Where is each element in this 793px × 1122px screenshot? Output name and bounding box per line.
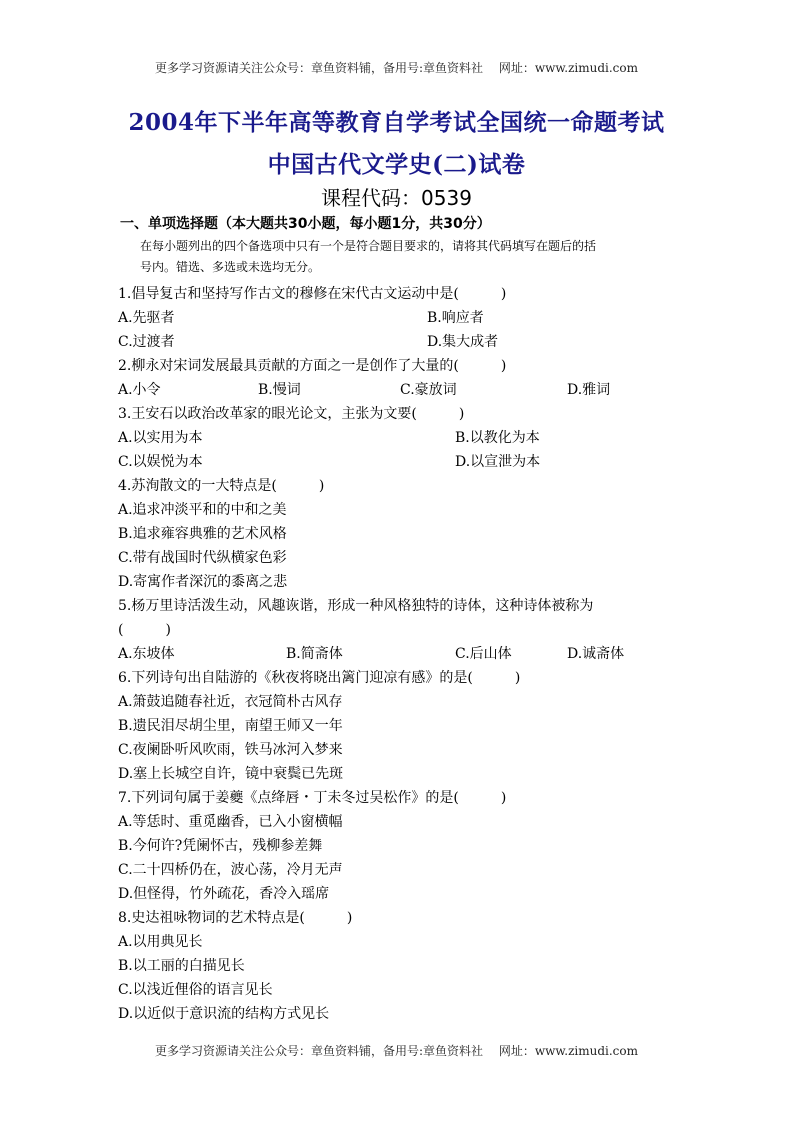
option-c: C.以娱悦为本 [118,454,203,470]
option-b: B.遗民泪尽胡尘里，南望王师又一年 [118,718,343,734]
instruction-line: 在每小题列出的四个备选项中只有一个是符合题目要求的，请将其代码填写在题后的括 [140,239,597,253]
option-c: C.过渡者 [118,334,175,350]
option-d: D.以宣泄为本 [455,454,541,470]
option-b: B.简斋体 [286,646,343,662]
option-b: B.追求雍容典雅的艺术风格 [118,526,287,542]
option-a: A.小令 [118,382,161,398]
question-stem-continued: ( ) [118,622,171,638]
option-d: D.集大成者 [427,334,499,350]
option-b: B.以教化为本 [455,430,540,446]
exam-title: 2004年下半年高等教育自学考试全国统一命题考试 [128,109,665,136]
option-d: D.诚斋体 [567,646,625,662]
option-d: D.塞上长城空自许，镜中衰鬓已先斑 [118,766,344,782]
option-c: C.豪放词 [400,382,457,398]
section-heading: 一、单项选择题（本大题共30小题，每小题1分，共30分） [120,216,491,232]
page-header: 更多学习资源请关注公众号：章鱼资料铺，备用号:章鱼资料社 网址：www.zimudi.com [155,61,638,75]
question-stem: 1.倡导复古和坚持写作古文的穆修在宋代古文运动中是( ) [118,286,507,302]
option-c: C.夜阑卧听风吹雨，铁马冰河入梦来 [118,742,343,758]
option-c: C.二十四桥仍在，波心荡，冷月无声 [118,862,343,878]
question-stem: 7.下列词句属于姜夔《点绛唇・丁未冬过吴松作》的是( ) [118,790,507,806]
option-c: C.带有战国时代纵横家色彩 [118,550,287,566]
option-a: A.等恁时、重觅幽香，已入小窗横幅 [118,814,343,830]
option-c: C.以浅近俚俗的语言见长 [118,982,273,998]
question-stem: 8.史达祖咏物词的艺术特点是( ) [118,910,353,926]
option-d: D.寄寓作者深沉的黍离之悲 [118,574,288,590]
question-stem: 5.杨万里诗活泼生动，风趣诙谐，形成一种风格独特的诗体，这种诗体被称为 [118,598,594,614]
option-b: B.今何许?凭阑怀古，残柳参差舞 [118,838,323,854]
option-a: A.先驱者 [118,310,175,326]
option-d: D.但怪得，竹外疏花，香冷入瑶席 [118,886,330,902]
question-stem: 3.王安石以政治改革家的眼光论文，主张为文要( ) [118,406,465,422]
instruction-line: 号内。错选、多选或未选均无分。 [140,260,321,274]
option-a: A.追求冲淡平和的中和之美 [118,502,287,518]
question-stem: 6.下列诗句出自陆游的《秋夜将晓出篱门迎凉有感》的是( ) [118,670,521,686]
exam-subject-title: 中国古代文学史(二)试卷 [267,151,526,178]
option-b: B.以工丽的白描见长 [118,958,245,974]
option-a: A.东坡体 [118,646,175,662]
option-d: D.以近似于意识流的结构方式见长 [118,1006,330,1022]
option-a: A.以用典见长 [118,934,203,950]
instructions [140,236,680,278]
option-a: A.箫鼓追随春社近，衣冠简朴古风存 [118,694,343,710]
option-d: D.雅词 [567,382,611,398]
question-stem: 2.柳永对宋词发展最具贡献的方面之一是创作了大量的( ) [118,358,507,374]
option-b: B.慢词 [258,382,301,398]
option-a: A.以实用为本 [118,430,203,446]
course-code: 课程代码：0539 [321,186,472,210]
option-b: B.响应者 [427,310,484,326]
page-footer: 更多学习资源请关注公众号：章鱼资料铺，备用号:章鱼资料社 网址：www.zimudi.com [155,1044,638,1058]
question-stem: 4.苏洵散文的一大特点是( ) [118,478,325,494]
option-c: C.后山体 [455,646,512,662]
